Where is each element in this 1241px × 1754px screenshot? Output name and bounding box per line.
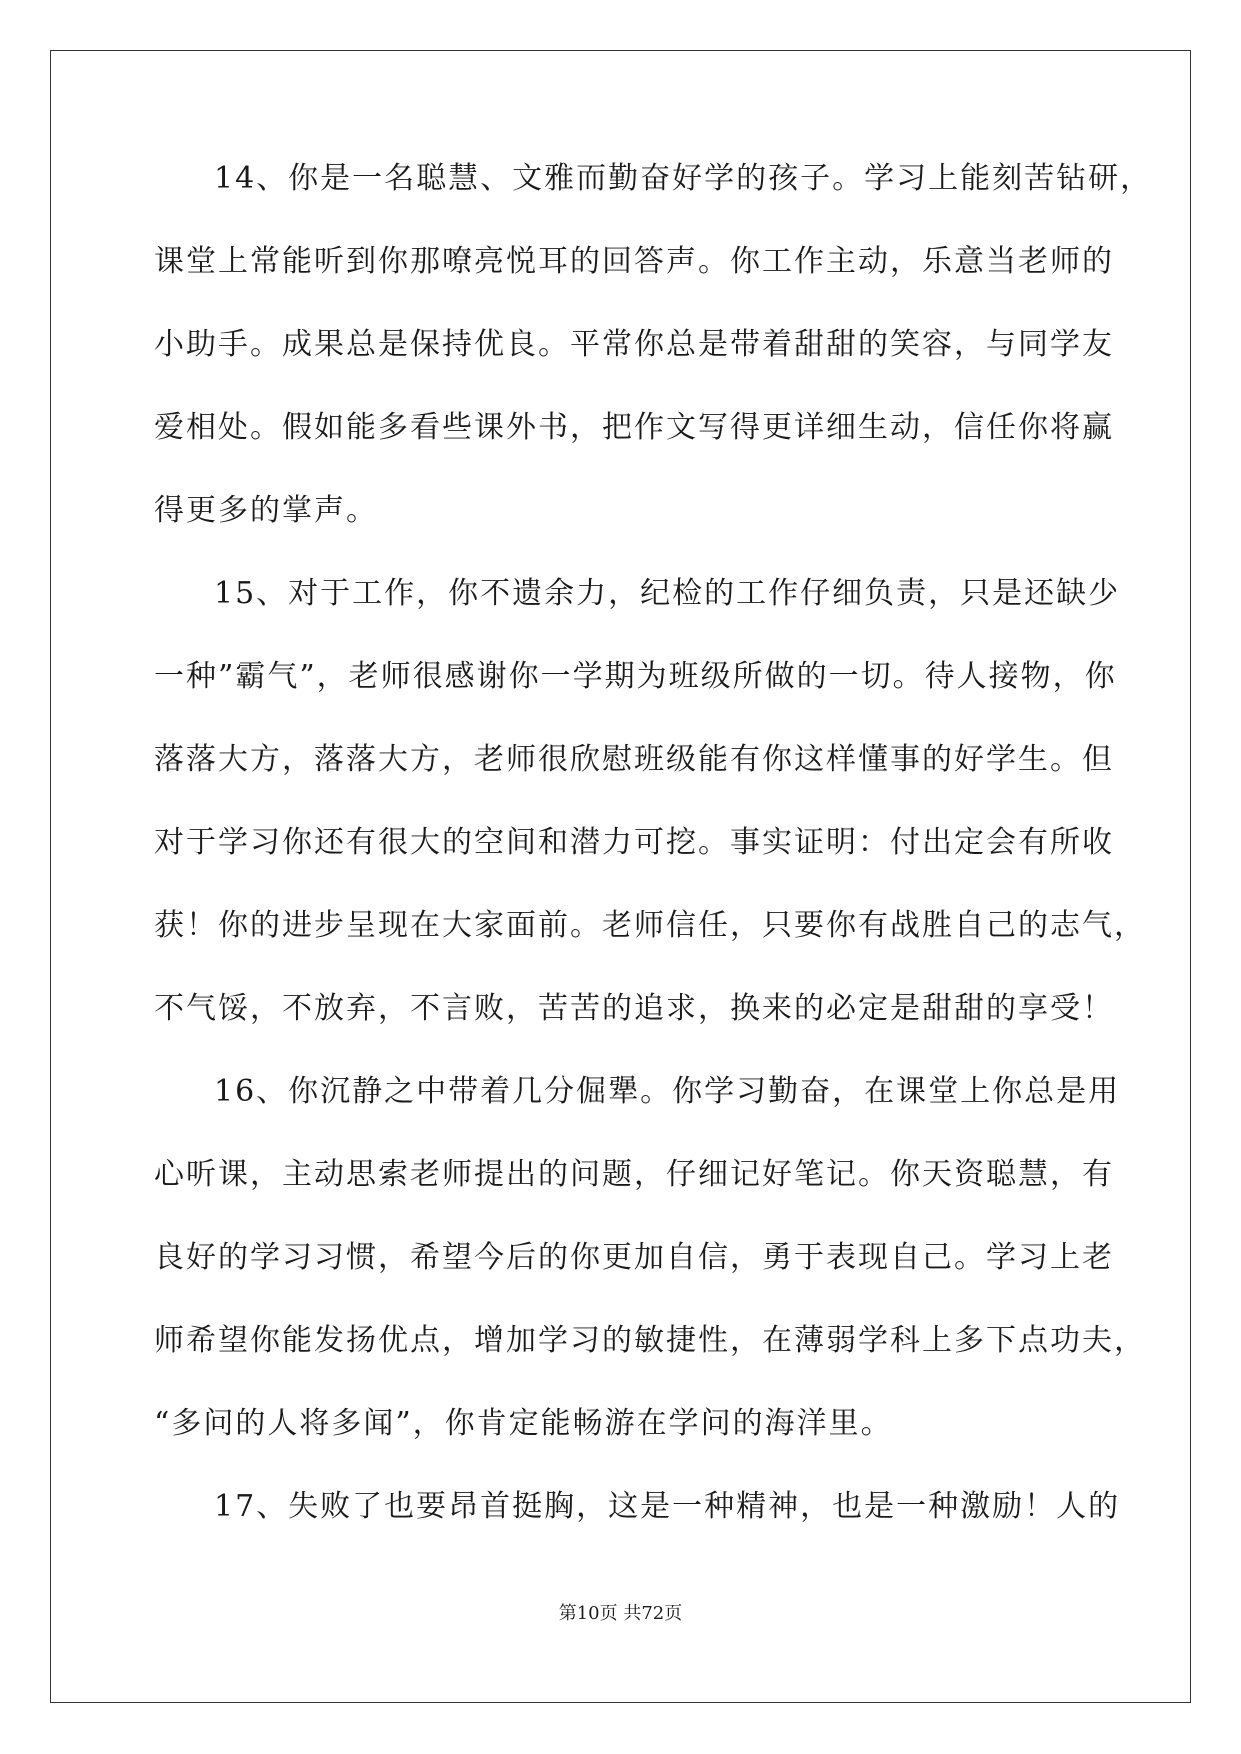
- paragraph-16-line-4: 师希望你能发扬优点，增加学习的敏捷性，在薄弱学科上多下点功夫，: [154, 1323, 1146, 1358]
- paragraph-15-line-3: 落落大方，落落大方，老师很欣慰班级能有你这样懂事的好学生。但: [154, 742, 1114, 777]
- paragraph-14-line-3: 小助手。成果总是保持优良。平常你总是带着甜甜的笑容，与同学友: [154, 327, 1114, 362]
- paragraph-15-line-4: 对于学习你还有很大的空间和潜力可挖。事实证明：付出定会有所收: [154, 825, 1114, 860]
- paragraph-16-line-5: “多问的人将多闻”，你肯定能畅游在学问的海洋里。: [154, 1406, 893, 1441]
- paragraph-16-line-3: 良好的学习习惯，希望今后的你更加自信，勇于表现自己。学习上老: [154, 1240, 1114, 1275]
- paragraph-16-line-2: 心听课，主动思索老师提出的问题，仔细记好笔记。你天资聪慧，有: [154, 1157, 1114, 1192]
- paragraph-14-line-5: 得更多的掌声。: [154, 493, 378, 528]
- paragraph-16-line-1: 16、你沉静之中带着几分倔犟。你学习勤奋，在课堂上你总是用: [214, 1074, 1121, 1109]
- paragraph-14-line-1: 14、你是一名聪慧、文雅而勤奋好学的孩子。学习上能刻苦钻研，: [214, 161, 1153, 196]
- paragraph-15-line-2: 一种”霸气”，老师很感谢你一学期为班级所做的一切。待人接物，你: [154, 659, 1117, 694]
- paragraph-15-line-1: 15、对于工作，你不遗余力，纪检的工作仔细负责，只是还缺少: [214, 576, 1121, 611]
- paragraph-17-line-1: 17、失败了也要昂首挺胸，这是一种精神，也是一种激励！人的: [214, 1489, 1121, 1524]
- paragraph-15-line-5: 获！你的进步呈现在大家面前。老师信任，只要你有战胜自己的志气，: [154, 908, 1146, 943]
- paragraph-14-line-4: 爱相处。假如能多看些课外书，把作文写得更详细生动，信任你将赢: [154, 410, 1114, 445]
- page-number-footer: 第10页 共72页: [558, 1603, 683, 1624]
- paragraph-14-line-2: 课堂上常能听到你那嘹亮悦耳的回答声。你工作主动，乐意当老师的: [154, 244, 1114, 279]
- paragraph-15-line-6: 不气馁，不放弃，不言败，苦苦的追求，换来的必定是甜甜的享受！: [154, 991, 1114, 1026]
- document-body: [154, 159, 1153, 1570]
